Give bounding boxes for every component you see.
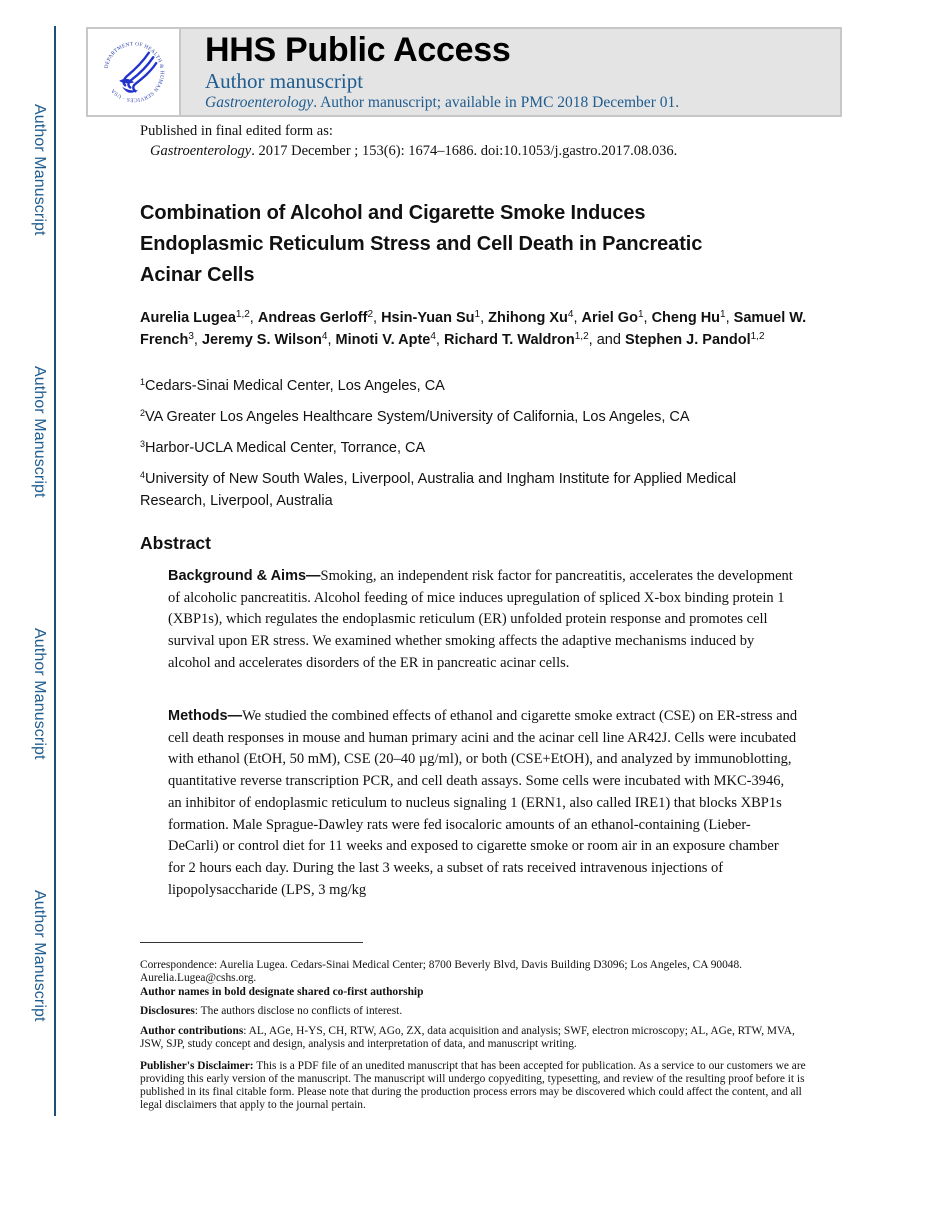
author-name: Minoti V. Apte (335, 331, 431, 348)
logo-cell (88, 29, 181, 115)
affiliation (140, 438, 830, 460)
affiliation-number: 4 (140, 470, 146, 480)
banner-availability (205, 93, 679, 113)
separator: , (435, 331, 444, 348)
banner-text (181, 29, 679, 115)
contributions-note (140, 1025, 810, 1051)
separator: , and (588, 331, 625, 348)
affiliation-number: 2 (140, 408, 146, 418)
author-affiliation-ref: 1,2 (750, 330, 765, 342)
author-name: Jeremy S. Wilson (201, 331, 322, 348)
title-line: Acinar Cells (140, 264, 255, 286)
separator: , (373, 310, 382, 326)
article-title (140, 198, 840, 291)
title-line: Combination of Alcohol and Cigarette Smoke Induces (140, 202, 646, 224)
affiliation-text: Cedars-Sinai Medical Center, Los Angeles, CA (145, 378, 445, 394)
svg-text:DEPARTMENT OF HEALTH & HUMAN S: DEPARTMENT OF HEALTH & HUMAN SERVICES · USA (103, 41, 165, 103)
separator: , (327, 331, 336, 348)
footnote-divider (140, 942, 363, 943)
citation-journal: Gastroenterology (150, 143, 252, 159)
author-affiliation-ref: 3 (188, 330, 194, 342)
author-name: Stephen J. Pandol (624, 331, 751, 348)
margin-label-author-manuscript: Author Manuscript (31, 890, 48, 1022)
affiliation (140, 407, 830, 429)
margin-label-author-manuscript: Author Manuscript (31, 628, 48, 760)
author-name: Ariel Go (581, 310, 638, 326)
separator: , (643, 310, 652, 326)
author-affiliation-ref: 1 (720, 309, 726, 320)
disclosures-text: : The authors disclose no conflicts of interest. (194, 1005, 403, 1017)
affiliation-text: VA Greater Los Angeles Healthcare System/University of California, Los Angeles, CA (145, 409, 690, 425)
citation-details: . 2017 December ; 153(6): 1674–1686. doi:10.1053/j.gastro.2017.08.036. (251, 143, 678, 159)
abstract-heading: Abstract (140, 533, 211, 553)
author-name: Andreas Gerloff (257, 310, 368, 326)
abstract-background-aims (168, 566, 798, 675)
section-label: Background & Aims— (168, 568, 321, 584)
author-name: Aurelia Lugea (140, 310, 236, 326)
banner-subtitle: Author manuscript (205, 69, 364, 93)
correspondence-note: Correspondence: Aurelia Lugea. Cedars-Sinai Medical Center; 8700 Beverly Blvd, Davis Building D3096; Los Angeles, CA 90048. Aurelia.Lugea@cshs.org. (140, 959, 743, 984)
separator: , (725, 310, 734, 326)
hhs-eagle-seal-icon (97, 35, 171, 109)
separator: , (573, 310, 582, 326)
disclosures-note (140, 1005, 810, 1018)
separator: , (480, 310, 489, 326)
author-name: Hsin-Yuan Su (381, 310, 475, 326)
author-name: Cheng Hu (651, 310, 721, 326)
disclaimer-text: This is a PDF file of an unedited manuscript that has been accepted for publication. As a service to our customers we are providing this early version of the manuscript. The manuscript will undergo copyediting, typesetting, and review of the resulting proof before it is published in its final citable form. Please note that during the production process errors may be discovered which could affect the content, and all legal disclaimers that apply to the journal pertain. (140, 1060, 806, 1111)
affiliation-number: 1 (140, 377, 146, 387)
published-label: Published in final edited form as: (140, 123, 333, 139)
author-affiliation-ref: 4 (567, 309, 574, 320)
affiliation-text: University of New South Wales, Liverpool, Australia and Ingham Institute for Applied Medical Research, Liverpool, Australia (140, 471, 737, 509)
affiliation (140, 469, 790, 512)
section-label: Methods— (168, 708, 243, 724)
author-affiliation-ref: 4 (321, 330, 328, 342)
author-affiliation-ref: 1 (474, 309, 481, 320)
affiliation-number: 3 (140, 439, 146, 449)
abstract-methods (168, 706, 798, 901)
margin-rule (54, 26, 56, 1116)
bold-note: Author names in bold designate shared co-first authorship (140, 986, 424, 998)
co-first-authorship-note (140, 986, 810, 999)
section-text: We studied the combined effects of ethanol and cigarette smoke extract (CSE) on ER-stress and cell death responses in mouse and human primary acini and the acinar cell line AR42J. Cells were incubated with ethanol (EtOH, 50 mM), CSE (20–40 µg/ml), or both (CSE+EtOH), and analyzed by immunoblotting, quantitative reverse transcription PCR, and cell death assays. Some cells were incubated with MKC-3946, an inhibitor of endoplasmic reticulum to nucleus signaling 1 (ERN1, also called IRE1) that blocks XBP1s formation. Male Sprague-Dawley rats were fed isocaloric amounts of an ethanol-containing (Lieber-DeCarli) or control diet for 11 weeks and exposed to cigarette smoke or room air in an exposure chamber for 2 hours each day. During the last 3 weeks, a subset of rats received intravenous injections of lipopolysaccharide (LPS, 3 mg/kg (168, 708, 798, 898)
author-name: Zhihong Xu (488, 310, 568, 326)
affiliation (140, 376, 830, 398)
margin-label-author-manuscript: Author Manuscript (31, 366, 48, 498)
title-line: Endoplasmic Reticulum Stress and Cell Death in Pancreatic (140, 233, 703, 255)
banner-title: HHS Public Access (205, 31, 511, 69)
author-affiliation-ref: 2 (367, 309, 374, 320)
contributions-label: Author contributions (140, 1025, 244, 1037)
author-affiliation-ref: 1,2 (235, 309, 250, 320)
margin-label-author-manuscript: Author Manuscript (31, 104, 48, 236)
author-affiliation-ref: 1,2 (574, 330, 589, 342)
disclaimer-label: Publisher's Disclaimer: (140, 1060, 254, 1072)
affiliation-text: Harbor-UCLA Medical Center, Torrance, CA (145, 440, 426, 456)
author-affiliation-ref: 4 (430, 330, 436, 342)
availability-text: . Author manuscript; available in PMC 2018 December 01. (313, 94, 680, 111)
author-list (140, 308, 830, 351)
contributions-text: : AL, AGe, H-YS, CH, RTW, AGo, ZX, data acquisition and analysis; SWF, electron microscopy; AL, AGe, RTW, MVA, JSW, SJP, study concept and design, analysis and interpretation of data, and manuscript writing. (140, 1025, 795, 1050)
author-name: Richard T. Waldron (443, 331, 575, 348)
author-affiliation-ref: 1 (637, 309, 644, 320)
citation (150, 142, 677, 160)
separator: , (249, 310, 258, 326)
publisher-disclaimer (140, 1060, 810, 1112)
journal-name: Gastroenterology (205, 94, 314, 111)
author-name: Samuel W. French (140, 310, 807, 348)
hhs-public-access-banner (86, 27, 842, 117)
disclosures-label: Disclosures (140, 1005, 195, 1017)
separator: , (193, 331, 202, 348)
section-text: Smoking, an independent risk factor for pancreatitis, accelerates the development of alcoholic pancreatitis. Alcohol feeding of mice induces upregulation of spliced X-box binding protein 1 (XBP1s), which regulates the endoplasmic reticulum (ER) unfolded protein response and promotes cell survival upon ER stress. We examined whether smoking affects the adaptive mechanisms induced by alcohol and accelerates disorders of the ER in pancreatic acinar cells. (168, 568, 793, 671)
